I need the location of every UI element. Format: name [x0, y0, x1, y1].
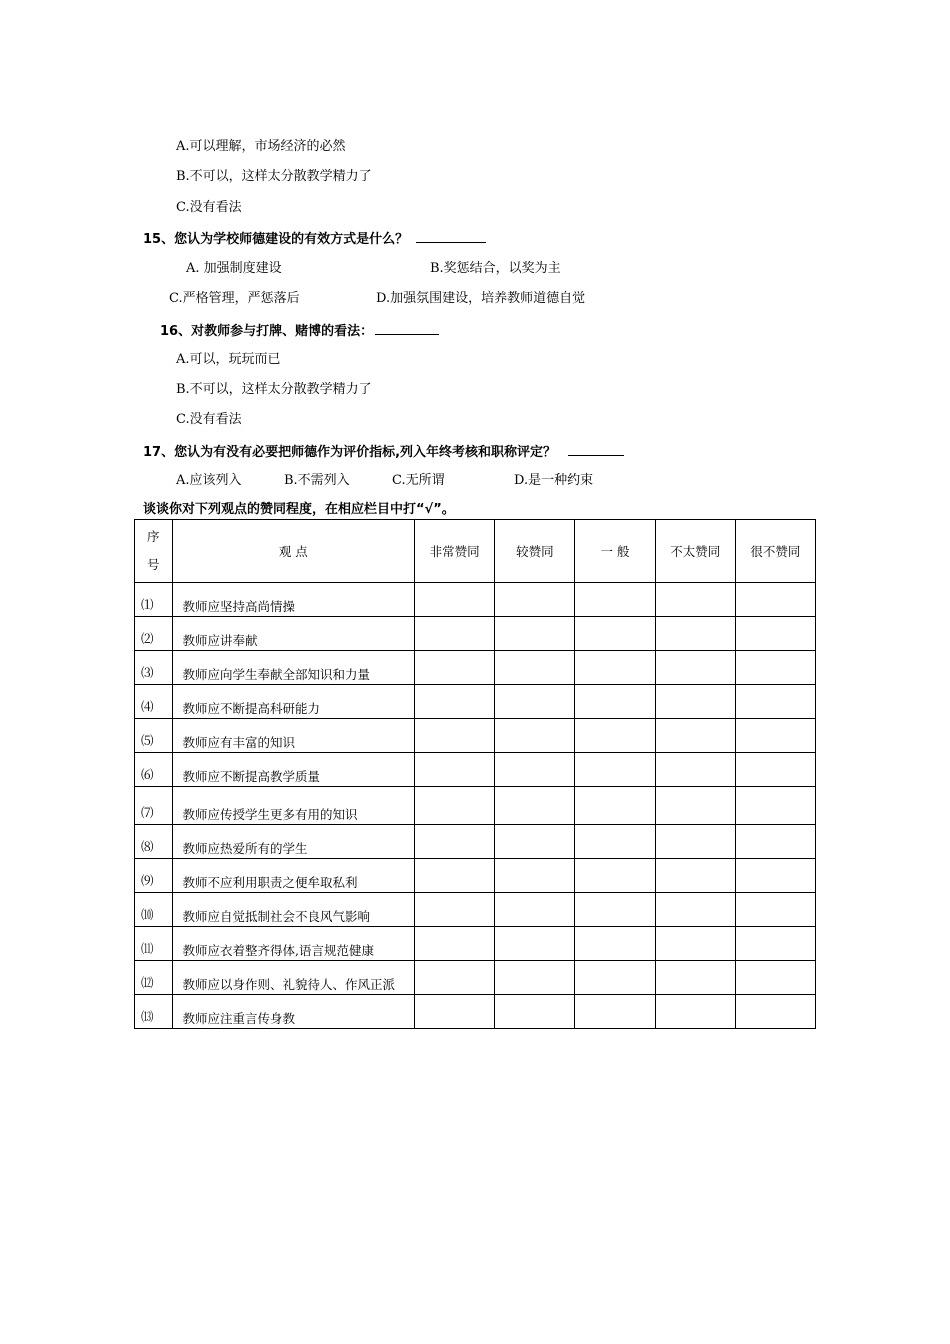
row-seq: ⑸	[135, 719, 173, 753]
agreement-table	[134, 519, 816, 1029]
checkbox-cell-strongly-disagree[interactable]	[735, 927, 815, 961]
checkbox-cell-strongly-agree[interactable]	[415, 685, 495, 719]
checkbox-cell-disagree[interactable]	[655, 685, 735, 719]
table-row	[135, 893, 816, 927]
checkbox-cell-agree[interactable]	[495, 859, 575, 893]
checkbox-cell-agree[interactable]	[495, 685, 575, 719]
table-intro: 谈谈你对下列观点的赞同程度，在相应栏目中打“√”。	[143, 502, 455, 517]
row-statement: 教师应自觉抵制社会不良风气影响	[172, 893, 415, 927]
checkbox-cell-agree[interactable]	[495, 753, 575, 787]
row-statement: 教师应传授学生更多有用的知识	[172, 787, 415, 825]
table-row	[135, 753, 816, 787]
checkbox-cell-disagree[interactable]	[655, 961, 735, 995]
q14-option-b: B.不可以，这样太分散教学精力了	[176, 169, 372, 184]
table-row	[135, 583, 816, 617]
checkbox-cell-strongly-agree[interactable]	[415, 961, 495, 995]
row-statement: 教师应注重言传身教	[172, 995, 415, 1029]
checkbox-cell-strongly-agree[interactable]	[415, 719, 495, 753]
table-row	[135, 787, 816, 825]
row-seq: ⑽	[135, 893, 173, 927]
table-row	[135, 651, 816, 685]
checkbox-cell-strongly-agree[interactable]	[415, 995, 495, 1029]
checkbox-cell-strongly-agree[interactable]	[415, 651, 495, 685]
checkbox-cell-neutral[interactable]	[575, 859, 655, 893]
checkbox-cell-agree[interactable]	[495, 961, 575, 995]
row-seq: ⑹	[135, 753, 173, 787]
checkbox-cell-agree[interactable]	[495, 719, 575, 753]
checkbox-cell-strongly-disagree[interactable]	[735, 685, 815, 719]
checkbox-cell-strongly-disagree[interactable]	[735, 719, 815, 753]
row-statement: 教师应不断提高科研能力	[172, 685, 415, 719]
checkbox-cell-strongly-agree[interactable]	[415, 859, 495, 893]
header-seq	[135, 520, 173, 583]
row-statement: 教师应坚持高尚情操	[172, 583, 415, 617]
q17-option-b: B.不需列入	[284, 473, 350, 488]
q16-option-b: B.不可以，这样太分散教学精力了	[176, 382, 372, 397]
checkbox-cell-neutral[interactable]	[575, 719, 655, 753]
checkbox-cell-agree[interactable]	[495, 617, 575, 651]
checkbox-cell-agree[interactable]	[495, 893, 575, 927]
q16-question-text: 16、对教师参与打牌、赌博的看法：	[160, 324, 374, 339]
q14-option-c: C.没有看法	[176, 200, 242, 215]
row-statement: 教师应衣着整齐得体,语言规范健康	[172, 927, 415, 961]
q15-answer-blank[interactable]	[416, 230, 486, 243]
row-seq: ⑿	[135, 961, 173, 995]
checkbox-cell-neutral[interactable]	[575, 753, 655, 787]
row-statement: 教师应热爱所有的学生	[172, 825, 415, 859]
q16-option-a: A.可以，玩玩而已	[176, 352, 281, 367]
row-statement: 教师应有丰富的知识	[172, 719, 415, 753]
checkbox-cell-agree[interactable]	[495, 927, 575, 961]
checkbox-cell-strongly-agree[interactable]	[415, 893, 495, 927]
checkbox-cell-agree[interactable]	[495, 583, 575, 617]
header-seq-bottom: 号	[147, 557, 160, 572]
q14-option-a: A.可以理解，市场经济的必然	[176, 139, 346, 154]
q16-question	[160, 322, 439, 340]
checkbox-cell-disagree[interactable]	[655, 859, 735, 893]
table-row	[135, 995, 816, 1029]
row-statement: 教师应向学生奉献全部知识和力量	[172, 651, 415, 685]
checkbox-cell-strongly-disagree[interactable]	[735, 893, 815, 927]
row-statement: 教师应讲奉献	[172, 617, 415, 651]
row-statement: 教师应不断提高教学质量	[172, 753, 415, 787]
checkbox-cell-disagree[interactable]	[655, 617, 735, 651]
q16-option-c: C.没有看法	[176, 412, 242, 427]
checkbox-cell-disagree[interactable]	[655, 719, 735, 753]
header-agree: 较赞同	[495, 520, 575, 583]
q15-option-c: C.严格管理，严惩落后	[169, 291, 300, 306]
table-row	[135, 719, 816, 753]
checkbox-cell-agree[interactable]	[495, 651, 575, 685]
checkbox-cell-disagree[interactable]	[655, 651, 735, 685]
checkbox-cell-strongly-disagree[interactable]	[735, 787, 815, 825]
table-row	[135, 927, 816, 961]
row-seq: ⑵	[135, 617, 173, 651]
checkbox-cell-disagree[interactable]	[655, 787, 735, 825]
row-seq: ⑺	[135, 787, 173, 825]
checkbox-cell-agree[interactable]	[495, 787, 575, 825]
header-disagree: 不太赞同	[655, 520, 735, 583]
checkbox-cell-strongly-disagree[interactable]	[735, 651, 815, 685]
q15-option-b: B.奖惩结合，以奖为主	[430, 261, 561, 276]
checkbox-cell-strongly-agree[interactable]	[415, 825, 495, 859]
checkbox-cell-neutral[interactable]	[575, 825, 655, 859]
header-strongly-disagree: 很不赞同	[735, 520, 815, 583]
checkbox-cell-agree[interactable]	[495, 825, 575, 859]
q17-question-text: 17、您认为有没有必要把师德作为评价指标,列入年终考核和职称评定？	[143, 445, 557, 460]
checkbox-cell-strongly-agree[interactable]	[415, 617, 495, 651]
checkbox-cell-strongly-disagree[interactable]	[735, 617, 815, 651]
checkbox-cell-disagree[interactable]	[655, 825, 735, 859]
header-view: 观 点	[172, 520, 415, 583]
checkbox-cell-neutral[interactable]	[575, 787, 655, 825]
header-neutral: 一 般	[575, 520, 655, 583]
q15-option-a: A. 加强制度建设	[186, 261, 282, 276]
checkbox-cell-neutral[interactable]	[575, 617, 655, 651]
checkbox-cell-disagree[interactable]	[655, 995, 735, 1029]
checkbox-cell-disagree[interactable]	[655, 893, 735, 927]
checkbox-cell-neutral[interactable]	[575, 583, 655, 617]
q15-question-text: 15、您认为学校师德建设的有效方式是什么？	[143, 232, 409, 247]
row-statement: 教师不应利用职责之便牟取私利	[172, 859, 415, 893]
checkbox-cell-neutral[interactable]	[575, 893, 655, 927]
table-row	[135, 859, 816, 893]
checkbox-cell-strongly-disagree[interactable]	[735, 753, 815, 787]
checkbox-cell-strongly-disagree[interactable]	[735, 859, 815, 893]
checkbox-cell-strongly-disagree[interactable]	[735, 995, 815, 1029]
checkbox-cell-strongly-agree[interactable]	[415, 583, 495, 617]
table-row	[135, 961, 816, 995]
q16-answer-blank[interactable]	[375, 322, 439, 335]
table-header-row	[135, 520, 816, 583]
checkbox-cell-neutral[interactable]	[575, 995, 655, 1029]
checkbox-cell-neutral[interactable]	[575, 961, 655, 995]
checkbox-cell-strongly-agree[interactable]	[415, 753, 495, 787]
checkbox-cell-strongly-disagree[interactable]	[735, 583, 815, 617]
checkbox-cell-strongly-disagree[interactable]	[735, 961, 815, 995]
header-seq-top: 序	[147, 529, 160, 544]
table-row	[135, 825, 816, 859]
checkbox-cell-strongly-disagree[interactable]	[735, 825, 815, 859]
row-seq: ⑾	[135, 927, 173, 961]
q17-option-c: C.无所谓	[392, 473, 445, 488]
checkbox-cell-disagree[interactable]	[655, 927, 735, 961]
table-row	[135, 685, 816, 719]
table-row	[135, 617, 816, 651]
q17-option-a: A.应该列入	[176, 473, 242, 488]
checkbox-cell-neutral[interactable]	[575, 651, 655, 685]
checkbox-cell-disagree[interactable]	[655, 753, 735, 787]
q15-question	[143, 230, 486, 248]
checkbox-cell-strongly-agree[interactable]	[415, 927, 495, 961]
q17-answer-blank[interactable]	[568, 443, 624, 456]
q15-option-d: D.加强氛围建设，培养教师道德自觉	[376, 291, 586, 306]
row-seq: ⑼	[135, 859, 173, 893]
header-strongly-agree: 非常赞同	[415, 520, 495, 583]
table-body	[135, 583, 816, 1029]
checkbox-cell-neutral[interactable]	[575, 685, 655, 719]
q17-option-d: D.是一种约束	[514, 473, 594, 488]
q17-question	[143, 443, 624, 461]
row-seq: ⑶	[135, 651, 173, 685]
row-seq: ⑻	[135, 825, 173, 859]
row-seq: ⑴	[135, 583, 173, 617]
checkbox-cell-agree[interactable]	[495, 995, 575, 1029]
row-seq: ⒀	[135, 995, 173, 1029]
checkbox-cell-neutral[interactable]	[575, 927, 655, 961]
checkbox-cell-strongly-agree[interactable]	[415, 787, 495, 825]
row-statement: 教师应以身作则、礼貌待人、作风正派	[172, 961, 415, 995]
checkbox-cell-disagree[interactable]	[655, 583, 735, 617]
row-seq: ⑷	[135, 685, 173, 719]
